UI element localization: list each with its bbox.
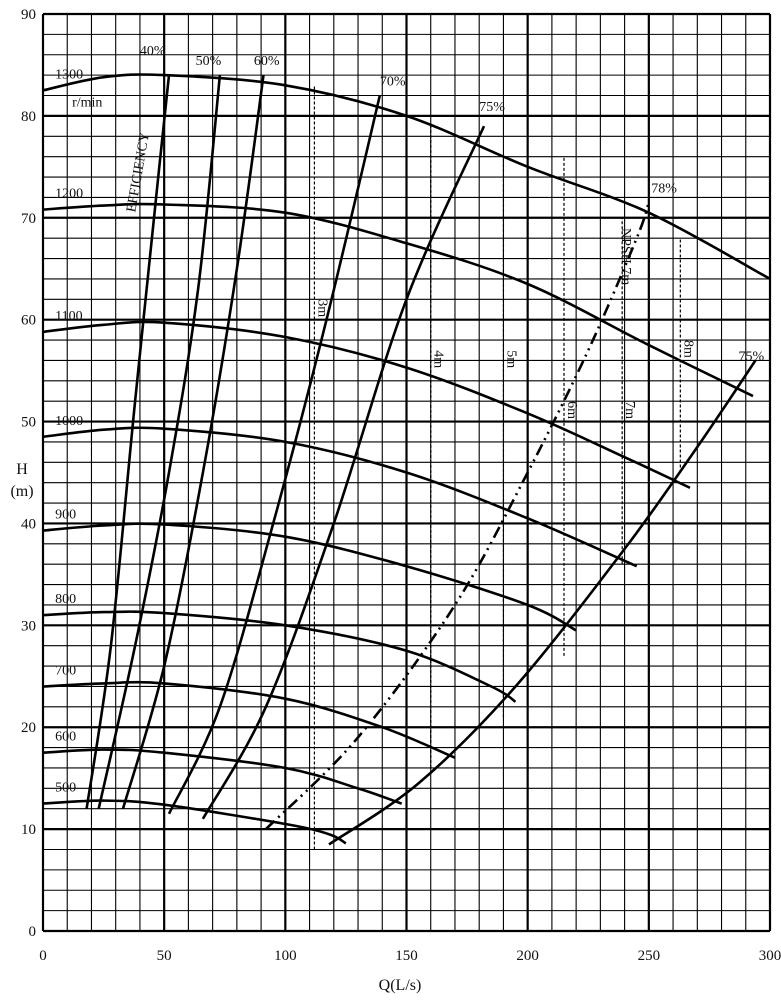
npsh-line-label: 5m (503, 350, 519, 369)
efficiency-curve (329, 360, 756, 844)
speed-label: 600 (55, 729, 77, 745)
npsh-curve (266, 203, 649, 830)
x-tick-label: 0 (39, 948, 47, 964)
y-tick-label: 70 (21, 210, 36, 227)
x-axis-ticks (39, 948, 781, 964)
y-tick-label: 40 (21, 516, 36, 533)
efficiency-label: 75% (479, 99, 505, 115)
efficiency-label: 70% (379, 74, 406, 90)
x-tick-label: 300 (758, 948, 781, 964)
head-curve (43, 204, 753, 396)
speed-label: 1300 (55, 67, 84, 83)
y-tick-label: 20 (21, 720, 36, 737)
y-tick-label: 10 (21, 822, 36, 839)
y-tick-label: 80 (21, 108, 36, 125)
x-tick-label: 150 (395, 948, 418, 964)
head-curve (43, 428, 637, 566)
y-axis-unit: (m) (10, 483, 34, 500)
x-tick-label: 50 (156, 948, 172, 964)
npsh-line-label: 3m (314, 299, 330, 318)
efficiency-label: 40% (139, 43, 166, 59)
speed-label: 700 (55, 663, 77, 679)
x-tick-label: 200 (516, 948, 539, 964)
y-axis-label: H (16, 461, 28, 478)
speed-label: 500 (55, 780, 77, 796)
head-curve (43, 750, 402, 804)
efficiency-peak-label: 78% (651, 181, 677, 197)
npsh-line-label: 7m (622, 401, 638, 420)
x-tick-label: 100 (274, 948, 297, 964)
y-tick-label: 0 (28, 924, 36, 940)
y-tick-label: 60 (21, 312, 36, 329)
npsh-vertical-lines (314, 85, 680, 849)
npsh-line-label: 4m (430, 350, 446, 369)
efficiency-label: 60% (253, 53, 280, 69)
speed-label: 1000 (55, 413, 84, 429)
speed-label: 900 (55, 507, 77, 523)
y-tick-label: 90 (21, 7, 36, 23)
efficiency-axis-label: EFFICIENCY (124, 131, 154, 214)
npsh-line-label: 8m (680, 340, 696, 358)
y-tick-label: 50 (21, 414, 36, 431)
speed-label: 800 (55, 592, 77, 608)
head-curve (43, 801, 346, 844)
efficiency-label: 50% (195, 53, 222, 69)
speed-unit-label: r/min (72, 95, 103, 111)
speed-label: 1100 (55, 308, 83, 324)
x-axis-label: Q(L/s) (378, 977, 422, 994)
y-tick-label: 30 (21, 618, 36, 635)
npsh-line-label: 6m (564, 401, 580, 420)
efficiency-label: 75% (738, 349, 765, 365)
speed-label: 1200 (55, 186, 84, 202)
npsh-curve-line (266, 203, 649, 830)
x-tick-label: 250 (637, 948, 661, 964)
npsh-curve-label: NPSH 7m (618, 227, 634, 286)
